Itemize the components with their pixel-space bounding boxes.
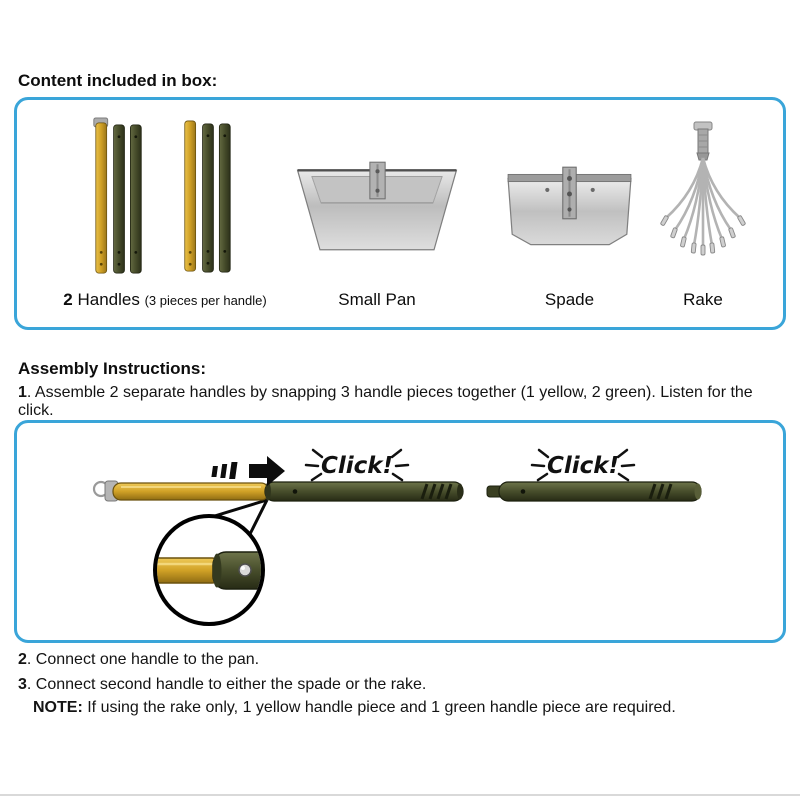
magnifier-detail-circle bbox=[125, 516, 295, 624]
green-handle-piece-2 bbox=[487, 482, 702, 501]
note-label: NOTE: bbox=[33, 699, 83, 716]
click-text-2: Click! bbox=[546, 453, 620, 479]
spade-caption: Spade bbox=[544, 290, 595, 309]
rake-icon bbox=[655, 120, 751, 274]
rake-caption: Rake bbox=[683, 290, 723, 309]
handles-count: 2 bbox=[63, 290, 73, 309]
step1-text: . Assemble 2 separate handles by snapping 3 handle pieces together (1 yellow, 2 green). Listen for the click. bbox=[18, 384, 753, 419]
assembly-instructions-title: Assembly Instructions: bbox=[18, 359, 206, 378]
assembly-illustration bbox=[17, 423, 783, 640]
assembly-step-1 bbox=[18, 384, 778, 420]
handle-pieces-icon bbox=[69, 114, 259, 284]
handles-label: Handles bbox=[72, 290, 145, 309]
spade-icon bbox=[497, 162, 642, 257]
handles-caption bbox=[35, 290, 295, 310]
assembly-diagram-box bbox=[14, 420, 786, 643]
step1-number: 1 bbox=[18, 384, 27, 401]
bottom-divider bbox=[0, 794, 800, 796]
handles-sub-label: (3 pieces per handle) bbox=[144, 293, 267, 308]
step2-text: . Connect one handle to the pan. bbox=[26, 651, 260, 668]
step3-number: 3 bbox=[18, 676, 27, 693]
small-pan-illustration bbox=[287, 152, 467, 264]
content-included-box bbox=[14, 97, 786, 330]
assembly-step-3 bbox=[18, 676, 426, 694]
green-handle-piece-1 bbox=[265, 482, 463, 501]
spade-illustration bbox=[497, 162, 642, 257]
click-burst-1 bbox=[306, 450, 408, 480]
rake-illustration bbox=[655, 120, 751, 274]
assembly-step-2 bbox=[18, 651, 259, 669]
step3-text: . Connect second handle to either the spade or the rake. bbox=[26, 676, 427, 693]
handle-pieces-illustration bbox=[69, 114, 259, 284]
note-text: If using the rake only, 1 yellow handle piece and 1 green handle piece are required. bbox=[82, 699, 676, 716]
click-burst-2 bbox=[532, 450, 634, 480]
assembly-note bbox=[33, 699, 676, 717]
small-pan-icon bbox=[287, 152, 467, 264]
content-box-title: Content included in box: bbox=[18, 71, 218, 90]
yellow-handle-piece bbox=[113, 483, 269, 500]
click-text-1: Click! bbox=[320, 453, 394, 479]
step2-number: 2 bbox=[18, 651, 27, 668]
small-pan-caption: Small Pan bbox=[338, 290, 416, 309]
